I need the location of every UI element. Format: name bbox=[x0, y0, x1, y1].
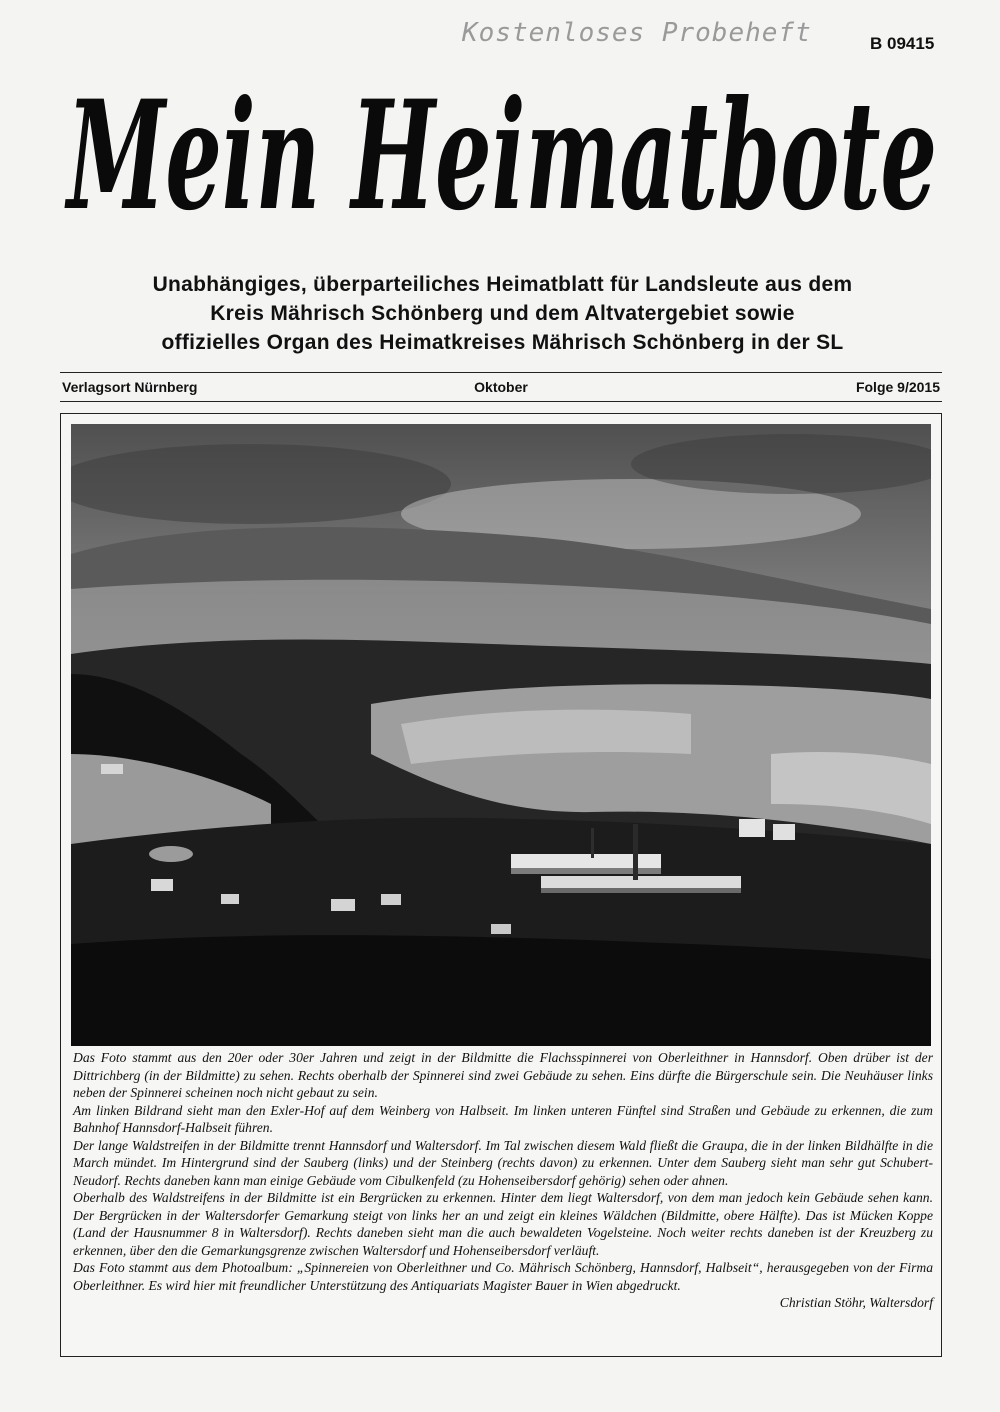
issue-number: Folge 9/2015 bbox=[855, 379, 940, 395]
photo-frame bbox=[60, 413, 942, 1357]
landscape-photo bbox=[71, 424, 931, 1046]
masthead-logo bbox=[60, 48, 945, 258]
caption-paragraph: Oberhalb des Waldstreifens in der Bildmitte ist ein Bergrücken zu erkennen. Hinter dem liegt Waltersdorf, von dem man jedoch kein Gebäude sehen kann. Der Bergrücken in der Waltersdorfer Gemarkung steigt von links her an und zeigt ein kleines Wäldchen (Bildmitte, obere Hälfte). Das ist Mücken Koppe (Land der Hausnummer 8 in Waltersdorf). Rechts daneben sieht man die auch bewaldeten Vogelsteine. Noch weiter rechts daneben ist der Kreuzberg zu erkennen, über den die Gemarkungsgrenze zwischen Waltersdorf und Hohenseibersdorf verläuft. bbox=[73, 1190, 933, 1258]
issue-month: Oktober bbox=[474, 379, 528, 395]
subtitle-line-1: Unabhängiges, überparteiliches Heimatblatt für Landsleute aus dem bbox=[152, 273, 853, 296]
caption-paragraph: Der lange Waldstreifen in der Bildmitte trennt Hannsdorf und Waltersdorf. Im Tal zwischen diesem Wald fließt die Graupa, die in der linken Bildhälfte in die March mündet. Im Hintergrund sind der Sauberg (links) und der Steinberg (rechts davon) zu erkennen. Unter dem Sauberg sieht man sehr gut Schubert-Neudorf. Rechts daneben kann man einige Gebäude vom Cibulkenfeld (zu Hohenseibersdorf gehörig) sehen oder ahnen. bbox=[73, 1137, 933, 1188]
subtitle-line-3: offizielles Organ des Heimatkreises Mährisch Schönberg in der SL bbox=[161, 331, 844, 354]
issue-meta-row bbox=[60, 379, 942, 399]
masthead-subtitle bbox=[60, 270, 945, 357]
publication-place: Verlagsort Nürnberg bbox=[62, 379, 198, 395]
caption-paragraph: Das Foto stammt aus dem Photoalbum: „Spinnereien von Oberleithner und Co. Mährisch Schönberg, Hannsdorf, Halbseit“, herausgegeben von der Firma Oberleithner. Es wird hier mit freundlicher Unterstützung des Antiquariats Magister Bauer in Wien abgedruckt. bbox=[73, 1260, 933, 1293]
masthead-title: Mein Heimatbote bbox=[64, 68, 937, 244]
caption-paragraph: Das Foto stammt aus den 20er oder 30er Jahren und zeigt in der Bildmitte die Flachsspinnerei von Oberleithner in Hannsdorf. Oben drüber ist der Dittrichberg (in der Bildmitte) zu sehen. Rechts oberhalb der Spinnerei sind zwei Gebäude zu sehen. Eins dürfte die Bürgerschule sein. Die Neuhäuser links neben der Spinnerei scheinen noch nicht gebaut zu sein. bbox=[73, 1050, 933, 1100]
subtitle-line-2: Kreis Mährisch Schönberg und dem Altvatergebiet sowie bbox=[210, 302, 795, 325]
divider-bottom bbox=[60, 401, 942, 402]
sample-copy-stamp: Kostenloses Probeheft bbox=[462, 18, 812, 48]
caption-author: Christian Stöhr, Waltersdorf bbox=[779, 1295, 933, 1310]
divider-top bbox=[60, 372, 942, 373]
issue-code: B 09415 bbox=[870, 34, 935, 53]
photo-caption bbox=[73, 1049, 933, 1312]
caption-paragraph: Am linken Bildrand sieht man den Exler-Hof auf dem Weinberg von Halbseit. Im linken unteren Fünftel sind Straßen und Gebäude zu erkennen, die zum Bahnhof Hannsdorf-Halbseit führen. bbox=[73, 1102, 933, 1135]
